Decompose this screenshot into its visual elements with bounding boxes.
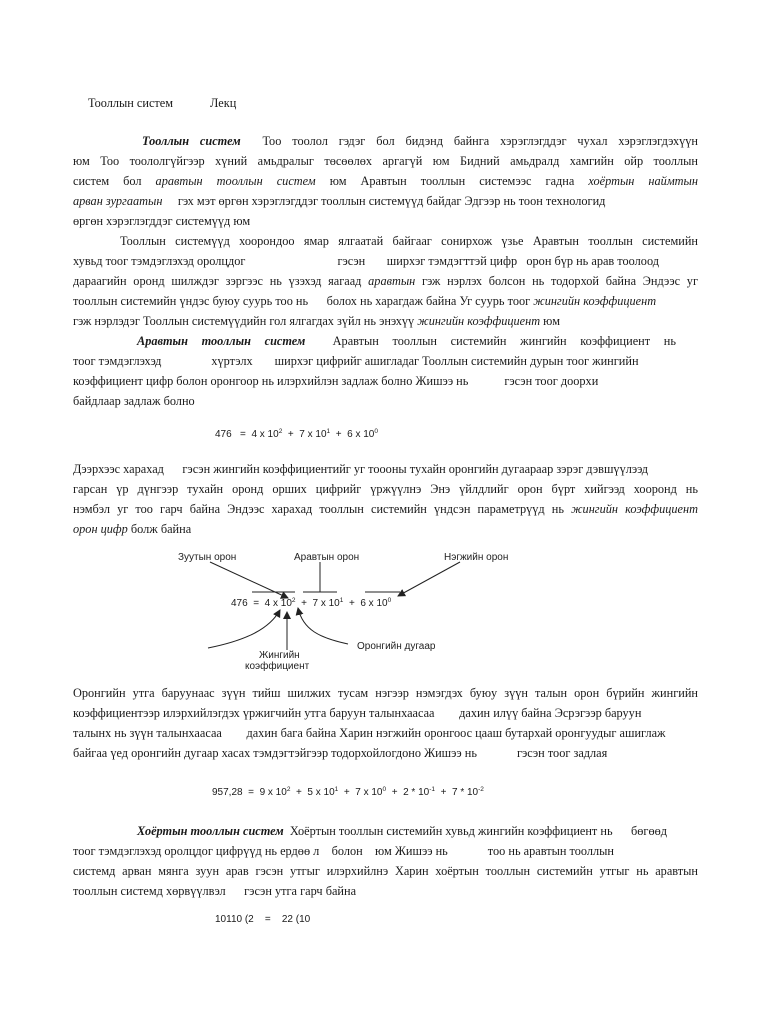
p4-line-1: Дээрхээс харахад гэсэн жингийн коэффициентийг уг тоооны тухайн оронгийн дугаараар зэрэг дэвшүүлээд <box>73 462 649 476</box>
term-number-system: Тооллын систем <box>142 134 241 148</box>
p1-line-3: систем бол аравтын тооллын систем юм Аравтын тооллын системээс гадна хоёртын наймтын <box>73 174 698 188</box>
p5-line-4: байгаа үед оронгийн дугаар хасах тэмдэгтэйгээр тодорхойлогдоно Жишээ нь гэсэн тоог задлая <box>73 746 608 760</box>
p6-line-4: тооллын системд хөрвүүлвэл гэсэн утга гарч байна <box>73 884 357 898</box>
p6-line-1: Хоёртын тооллын систем Хоёртын тооллын системийн хувьд жингийн коэффициент нь бөгөөд <box>137 824 668 838</box>
p1-line-2: юм Тоо тоололгүйгээр хүний амьдралыг төсөөлөх аргагүй юм Бидний амьдралд хамгийн ойр тооллын <box>73 154 698 168</box>
label-tens-place: Аравтын орон <box>294 552 360 563</box>
p2-line-2: хувьд тоог тэмдэглэхэд оролцдог гэсэн ширхэг тэмдэгттэй цифр орон бүр нь арав тоолоод <box>73 254 659 268</box>
p2-line-3: дараагийн оронд шилждэг зэргээс нь үзэхэд яагаад аравтын гэж нэрлэх болсон нь тодорхой байна Эндээс уг <box>73 274 698 288</box>
p5-line-2: коэффициентээр илэрхийлэгдэх үржигчийн утга баруун талынхаасаа дахин илүү байна Эсрэгээр баруун <box>73 706 642 720</box>
label-weight-1: Жингийн <box>259 650 300 661</box>
p6-line-3: системд арван мянга зуун арав гэсэн утгыг илэрхийлнэ Харин хоёртын тооллын системийн утгыг нь аравтын <box>73 864 698 878</box>
p1-line-5: өргөн хэрэглэгддэг системүүд юм <box>73 214 251 228</box>
p5-line-1: Оронгийн утга баруунаас зүүн тийш шилжих тусам нэгээр нэмэгдэх буюу зүүн талын орон бүрийн жингийн <box>73 686 698 700</box>
p2-line-4: тооллын системийн үндэс буюу суурь тоо нь болох нь харагдаж байна Уг суурь тоог жингийн коэффициент <box>73 294 657 308</box>
p5-line-3: талынх нь зүүн талынхаасаа дахин бага байна Харин нэгжийн оронгоос цааш бутархай оронгуудыг ашиглаж <box>73 726 666 740</box>
position-curve-right <box>298 608 348 644</box>
p3-line-2: тоог тэмдэглэхэд хүртэлх ширхэг цифрийг ашигладаг Тооллын системийн дурын тоог жингийн <box>73 354 639 368</box>
p3-line-3: коэффициент цифр болон оронгоор нь илэрхийлэн задлаж болно Жишээ нь гэсэн тоог доорхи <box>73 374 599 388</box>
hundreds-arrow <box>210 562 288 598</box>
position-curve-left <box>208 610 280 648</box>
ones-arrow <box>398 562 460 596</box>
formula-binary: 10110 (2 = 22 (10 <box>215 914 311 925</box>
p4-line-3: нэмбэл уг тоо гарч байна Эндээс харахад тооллын системийн үндсэн параметрүүд нь жингийн коэффициент <box>73 502 698 516</box>
p2-line-1: Тооллын системүүд хоорондоо ямар ялгаатай байгааг сонирхож үзье Аравтын тооллын системийн <box>120 234 698 248</box>
p4-line-4: орон цифр болж байна <box>73 522 192 536</box>
p6-line-2: тоог тэмдэглэхэд оролцдог цифрүүд нь ердөө л болон юм Жишээ нь тоо нь аравтын тооллын <box>73 844 614 858</box>
label-weight-2: коэффициент <box>245 661 310 672</box>
formula-476: 476 = 4 x $10^2 + 7$ x $10^1 + 6$ x $10^0$ <box>215 428 378 440</box>
label-hundreds-place: Зуутын орон <box>178 552 237 563</box>
formula-957-28: 957,28 = 9 x $10^2 + 5$ x $10^1 + 7$ x $10^0 + 2 * 10^{-1} + 7 * 10^{-2}$ <box>212 786 484 798</box>
p4-line-2: гарсан үр дүнгээр тухайн оронд орших цифрийг үржүүлнэ Энэ үйлдлийг орон бүрт хийгээд хооронд нь <box>73 482 698 496</box>
doc-title: Тооллын систем <box>88 96 174 110</box>
doc-tag: Лекц <box>210 96 237 110</box>
p3-line-1: Аравтын тооллын систем Аравтын тооллын системийн жингийн коэффициент нь <box>137 334 676 348</box>
p2-line-5: гэж нэрлэдэг Тооллын системүүдийн гол ялгагдах зүйл нь энэхүү жингийн коэффициент юм <box>73 314 560 328</box>
p3-line-4: байдлаар задлаж болно <box>73 394 195 408</box>
p1-line-1: Тооллын систем Тоо тоолол гэдэг бол бидэнд байнга хэрэглэгддэг чухал хэрэглэгдэхүүн <box>142 134 698 148</box>
label-ones-place: Нэгжийн орон <box>444 552 509 563</box>
label-position-number: Оронгийн дугаар <box>357 641 436 652</box>
diagram-formula: 476 = 4 x $10^2 + 7$ x $10^1 + 6$ x $10^0$ <box>231 597 392 609</box>
p1-line-4: арван зургаатын гэх мэт өргөн хэрэглэгддэг тооллын системүүд байдаг Эдгээр нь тоон технологид <box>73 194 606 208</box>
